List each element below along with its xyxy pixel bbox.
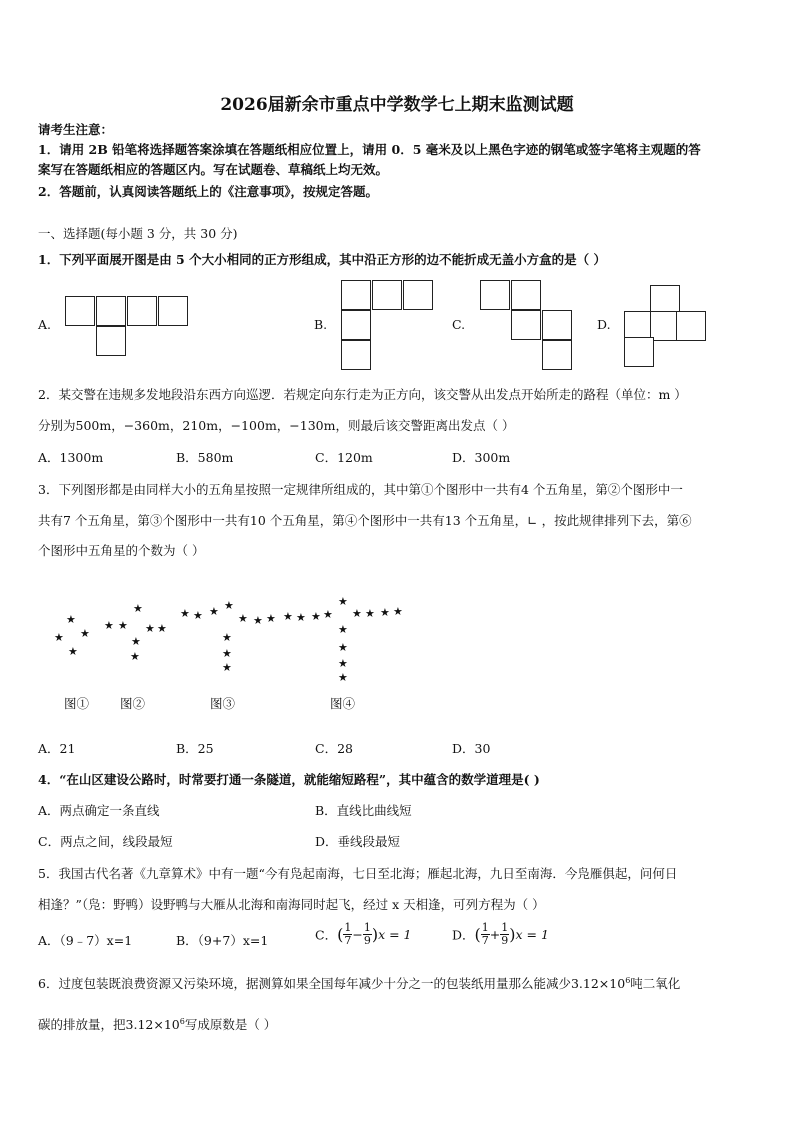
q5-option-c: C．( $\frac{1}{7}$ − $\frac{1}{9}$ )x = 1 bbox=[315, 921, 412, 947]
net-square bbox=[96, 326, 126, 356]
q3-line-3: 个图形中五角星的个数为（ ） bbox=[38, 543, 205, 558]
q6-line-2-text: 碳的排放量，把 bbox=[38, 1017, 126, 1032]
star-icon: ★ bbox=[68, 645, 78, 658]
q3-figure-3-label: 图③ bbox=[210, 696, 236, 711]
star-icon: ★ bbox=[338, 671, 348, 684]
frac-denominator: 9 bbox=[501, 934, 509, 947]
notice-heading: 请考生注意： bbox=[38, 122, 114, 137]
q2-option-a: A．1300m bbox=[38, 450, 104, 465]
star-icon: ★ bbox=[66, 613, 76, 626]
q6-sci-number: 3.12×10 bbox=[125, 1017, 180, 1032]
q3-option-a: A．21 bbox=[38, 741, 76, 756]
q5-option-c-label: C． bbox=[315, 927, 338, 943]
star-icon: ★ bbox=[131, 635, 141, 648]
q5-option-b: B．（9+7）x=1 bbox=[176, 933, 269, 948]
star-icon: ★ bbox=[222, 647, 232, 660]
q4-stem: 4．“在山区建设公路时，时常要打通一条隧道，就能缩短路程”，其中蕴含的数学道理是( ) bbox=[38, 772, 540, 787]
notice-line-2: 2．答题前，认真阅读答题纸上的《注意事项》，按规定答题。 bbox=[38, 184, 378, 199]
q6-sci-exponent: 6 bbox=[179, 1016, 185, 1026]
star-icon: ★ bbox=[338, 623, 348, 636]
q5-line-2: 相逢？”（凫：野鸭）设野鸭与大雁从北海和南海同时起飞，经过 x 天相逢，可列方程为（ ） bbox=[38, 897, 545, 912]
star-icon: ★ bbox=[380, 606, 390, 619]
q6-line-1-text: 6．过度包装既浪费资源又污染环境，据测算如果全国每年减少十分之一的包装纸用量那么能减少 bbox=[38, 976, 571, 991]
star-icon: ★ bbox=[338, 641, 348, 654]
star-icon: ★ bbox=[365, 607, 375, 620]
star-icon: ★ bbox=[323, 608, 333, 621]
q2-option-d: D．300m bbox=[452, 450, 511, 465]
q1-option-b-label: B. bbox=[314, 317, 328, 332]
q4-option-d: D．垂线段最短 bbox=[315, 834, 401, 849]
net-square bbox=[341, 310, 371, 340]
equation-tail: x = 1 bbox=[378, 927, 412, 942]
q6-line-2-tail: 写成原数是（ ） bbox=[184, 1017, 277, 1032]
q3-line-2: 共有7 个五角星，第③个图形中一共有10 个五角星，第④个图形中一共有13 个五角星，∟ ，按此规律排列下去，第⑥ bbox=[38, 513, 692, 528]
star-icon: ★ bbox=[338, 657, 348, 670]
net-square bbox=[624, 337, 654, 367]
frac-denominator: 7 bbox=[481, 934, 489, 947]
star-icon: ★ bbox=[133, 602, 143, 615]
star-icon: ★ bbox=[104, 619, 114, 632]
star-icon: ★ bbox=[338, 595, 348, 608]
q3-option-d: D．30 bbox=[452, 741, 491, 756]
star-icon: ★ bbox=[157, 622, 167, 635]
q5-option-d: D．( $\frac{1}{7}$ + $\frac{1}{9}$ )x = 1 bbox=[452, 921, 549, 947]
q3-option-b: B．25 bbox=[176, 741, 214, 756]
net-square bbox=[542, 310, 572, 340]
net-square bbox=[511, 280, 541, 310]
operator-plus: + bbox=[489, 927, 501, 942]
net-square bbox=[127, 296, 157, 326]
q5-line-1: 5．我国古代名著《九章算术》中有一题“今有凫起南海，七日至北海；雁起北海，九日至南海．今凫雁俱起，问何日 bbox=[38, 866, 678, 881]
net-square bbox=[403, 280, 433, 310]
net-square bbox=[158, 296, 188, 326]
frac-denominator: 9 bbox=[363, 934, 371, 947]
q2-option-c: C．120m bbox=[315, 450, 373, 465]
star-icon: ★ bbox=[253, 614, 263, 627]
notice-line-1b: 案写在答题纸相应的答题区内。写在试题卷、草稿纸上均无效。 bbox=[38, 162, 389, 177]
star-icon: ★ bbox=[54, 631, 64, 644]
star-icon: ★ bbox=[352, 607, 362, 620]
star-icon: ★ bbox=[130, 650, 140, 663]
net-square bbox=[511, 310, 541, 340]
page-title: 2026届新余市重点中学数学七上期末监测试题 bbox=[220, 95, 574, 115]
q5-option-d-label: D． bbox=[452, 927, 475, 943]
net-square bbox=[676, 311, 706, 341]
net-square bbox=[480, 280, 510, 310]
q6-sci-number: 3.12×10 bbox=[570, 976, 626, 991]
net-square bbox=[341, 340, 371, 370]
star-icon: ★ bbox=[224, 599, 234, 612]
star-icon: ★ bbox=[283, 610, 293, 623]
q2-line-1: 2．某交警在违规多发地段沿东西方向巡逻．若规定向东行走为正方向，该交警从出发点开始所走的路程（单位：m ） bbox=[38, 387, 687, 402]
q6-sci-exponent: 6 bbox=[625, 975, 631, 985]
net-square bbox=[542, 340, 572, 370]
star-icon: ★ bbox=[193, 609, 203, 622]
q3-figure-1-label: 图① bbox=[64, 696, 90, 711]
star-icon: ★ bbox=[266, 612, 276, 625]
q4-option-a: A．两点确定一条直线 bbox=[38, 803, 160, 818]
operator-minus: − bbox=[352, 927, 363, 942]
frac-numerator: 1 bbox=[363, 921, 371, 934]
equation-tail: x = 1 bbox=[515, 927, 549, 942]
star-icon: ★ bbox=[80, 627, 90, 640]
star-icon: ★ bbox=[209, 605, 219, 618]
star-icon: ★ bbox=[238, 612, 248, 625]
q2-line-2: 分别为500m，−360m，210m，−100m，−130m，则最后该交警距离出发点（ ） bbox=[38, 418, 515, 433]
q1-option-a-label: A. bbox=[38, 317, 52, 332]
net-square bbox=[96, 296, 126, 326]
section-heading: 一、选择题(每小题 3 分，共 30 分) bbox=[38, 226, 238, 241]
q6-line-2 bbox=[38, 1015, 276, 1033]
q4-option-b: B．直线比曲线短 bbox=[315, 803, 412, 818]
q3-option-c: C．28 bbox=[315, 741, 353, 756]
frac-denominator: 7 bbox=[344, 934, 352, 947]
q4-option-c: C．两点之间，线段最短 bbox=[38, 834, 173, 849]
star-icon: ★ bbox=[118, 619, 128, 632]
star-icon: ★ bbox=[222, 631, 232, 644]
q3-figure-2-label: 图② bbox=[120, 696, 146, 711]
net-square bbox=[341, 280, 371, 310]
star-icon: ★ bbox=[311, 610, 321, 623]
net-square bbox=[65, 296, 95, 326]
star-icon: ★ bbox=[393, 605, 403, 618]
star-icon: ★ bbox=[296, 611, 306, 624]
frac-numerator: 1 bbox=[501, 921, 509, 934]
q5-option-a: A．（9﹣7）x=1 bbox=[38, 933, 133, 948]
frac-numerator: 1 bbox=[344, 921, 352, 934]
q3-line-1: 3．下列图形都是由同样大小的五角星按照一定规律所组成的，其中第①个图形中一共有4 个五角星，第②个图形中一 bbox=[38, 482, 683, 497]
q1-option-d-label: D. bbox=[597, 317, 611, 332]
q3-figure-4-label: 图④ bbox=[330, 696, 356, 711]
q1-stem: 1．下列平面展开图是由 5 个大小相同的正方形组成，其中沿正方形的边不能折成无盖小方盒的是（ ） bbox=[38, 252, 606, 267]
frac-numerator: 1 bbox=[481, 921, 489, 934]
net-square bbox=[372, 280, 402, 310]
star-icon: ★ bbox=[180, 607, 190, 620]
star-icon: ★ bbox=[145, 622, 155, 635]
q6-line-1-tail: 吨二氧化 bbox=[630, 976, 681, 991]
notice-line-1a: 1．请用 2B 铅笔将选择题答案涂填在答题纸相应位置上，请用 0．5 毫米及以上黑色字迹的钢笔或签字笔将主观题的答 bbox=[38, 142, 701, 157]
q2-option-b: B．580m bbox=[176, 450, 234, 465]
q1-option-c-label: C. bbox=[452, 317, 466, 332]
q6-line-1 bbox=[38, 974, 680, 992]
star-icon: ★ bbox=[222, 661, 232, 674]
